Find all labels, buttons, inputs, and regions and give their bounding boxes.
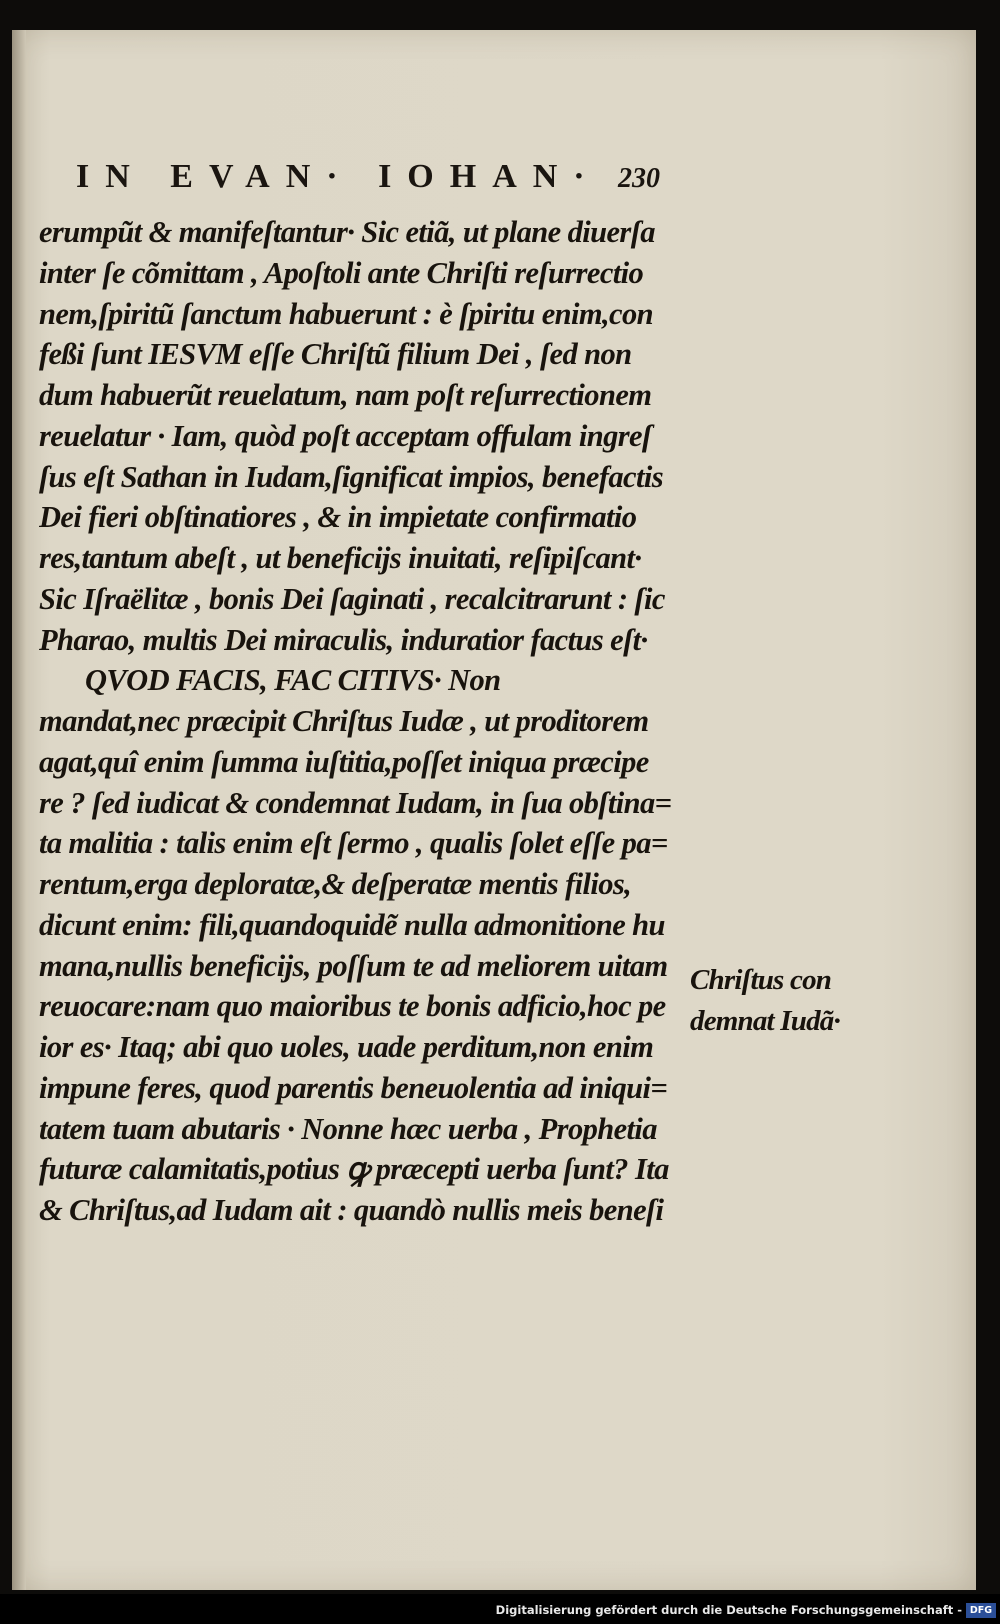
- marginal-note-line: demnat Iudã·: [690, 1004, 840, 1037]
- text-line: ſus eſt Sathan in Iudam,ſignificat impios, benefactis: [39, 459, 664, 494]
- text-line: res,tantum abeſt , ut beneficijs inuitati, reſipiſcant·: [39, 541, 642, 575]
- text-line: tatem tuam abutaris · Nonne hæc uerba , Prophetia: [39, 1111, 657, 1146]
- text-line: rentum,erga deploratæ,& deſperatæ mentis filios,: [39, 867, 632, 901]
- text-line: reuocare:nam quo maioribus te bonis adficio,hoc pe: [39, 989, 666, 1024]
- book-page: [12, 30, 976, 1590]
- text-line: reuelatur · Iam, quòd poſt acceptam offulam ingreſ: [39, 418, 652, 453]
- text-line: QVOD FACIS, FAC CITIVS· Non: [85, 663, 501, 698]
- page-gutter-shadow: [12, 30, 26, 1590]
- text-line: mana,nullis beneficijs, poſſum te ad meliorem uitam: [39, 948, 668, 983]
- funding-credit: Digitalisierung gefördert durch die Deutsche Forschungsgemeinschaft -: [495, 1603, 962, 1617]
- dfg-logo: DFG: [966, 1603, 996, 1618]
- text-line: Sic Iſraëlitæ , bonis Dei ſaginati , recalcitrarunt : ſic: [39, 581, 665, 616]
- marginal-note: [690, 960, 860, 1042]
- marginal-note-line: Chriſtus con: [690, 964, 832, 996]
- text-line: inter ſe cõmittam , Apoſtoli ante Chriſti reſurrectio: [39, 255, 644, 290]
- text-line: mandat,nec præcipit Chriſtus Iudæ , ut proditorem: [39, 704, 649, 738]
- text-line: erumpũt & manifeſtantur· Sic etiã, ut plane diuerſa: [39, 215, 655, 249]
- text-line: Dei fieri obſtinatiores , & in impietate confirmatio: [39, 500, 637, 535]
- page-number: 230: [618, 163, 660, 194]
- text-line: nem,ſpiritũ ſanctum habuerunt : è ſpiritu enim,con: [39, 296, 653, 331]
- text-line: futuræ calamitatis,potius ꝙ præcepti uerba ſunt? Ita: [39, 1152, 669, 1187]
- running-title: IN EVAN· IOHAN·: [76, 158, 601, 195]
- text-line: agat,quî enim ſumma iuſtitia,poſſet iniqua præcipe: [39, 744, 649, 779]
- text-line: re ? ſed iudicat & condemnat Iudam, in ſua obſtina=: [39, 785, 672, 820]
- body-text: [39, 212, 679, 1231]
- digitization-footer: [0, 1594, 1000, 1624]
- text-line: dicunt enim: fili,quandoquidẽ nulla admonitione hu: [39, 907, 665, 942]
- text-line: & Chriſtus,ad Iudam ait : quandò nullis meis beneſi: [39, 1193, 664, 1227]
- text-line: Pharao, multis Dei miraculis, induratior factus eſt·: [39, 622, 648, 657]
- text-line: ta malitia : talis enim eſt ſermo , qualis ſolet eſſe pa=: [39, 826, 668, 861]
- text-line: ior es· Itaq; abi quo uoles, uade perditum,non enim: [39, 1030, 654, 1064]
- text-line: impune feres, quod parentis beneuolentia ad iniqui=: [39, 1070, 668, 1105]
- text-line: feßi ſunt IESVM eſſe Chriſtũ filium Dei , ſed non: [39, 337, 632, 372]
- text-line: dum habuerũt reuelatum, nam poſt reſurrectionem: [39, 378, 652, 412]
- running-head: [76, 158, 660, 198]
